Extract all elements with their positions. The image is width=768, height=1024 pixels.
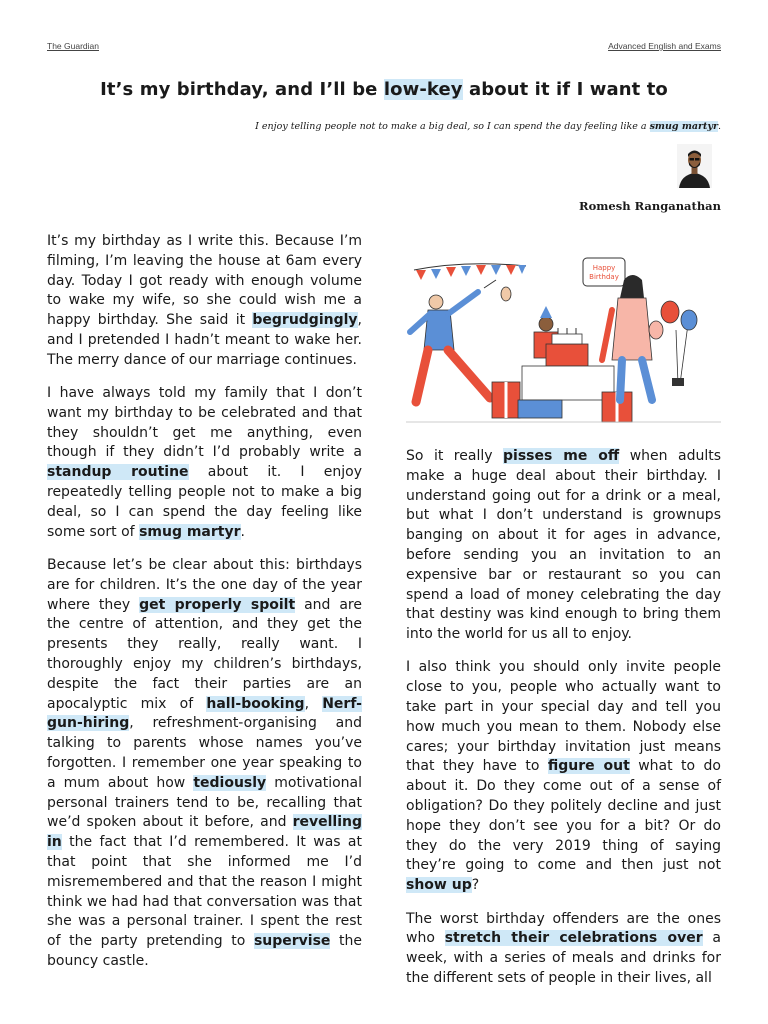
title-highlight: low-key <box>383 79 463 100</box>
paragraph <box>406 910 721 989</box>
paragraph-text: , refreshment-organising and talking to parents whose names you’ve forgotten. I remember one year speaking to a mum about how <box>47 715 362 791</box>
subtitle-text-before: I enjoy telling people not to make a big deal, so I can spend the day feeling like a <box>255 121 650 132</box>
paragraph-text: . <box>240 523 245 540</box>
vocab-highlight: Nerf-gun-hiring <box>47 695 362 732</box>
right-column <box>406 447 721 1002</box>
paragraph-text: ? <box>471 877 480 894</box>
paragraph-text: motivational personal trainers tend to be, recalling that we’d spoken about it before, and <box>47 774 362 831</box>
author-photo <box>677 144 712 188</box>
author-name: Romesh Ranganathan <box>579 199 721 213</box>
article-subtitle <box>255 121 721 132</box>
vocab-highlight: show up <box>406 877 472 894</box>
vocab-highlight: figure out <box>547 758 630 775</box>
vocab-highlight: get properly spoilt <box>139 596 296 613</box>
vocab-highlight: supervise <box>253 933 331 950</box>
paragraph <box>406 658 721 896</box>
paragraph-text: So it really <box>406 448 504 464</box>
paragraph-text: and are the centre of attention, and they get the presents they really, really want. I thoroughly enjoy my children’s birthdays, despite the fact their parties are an apocalyptic mix of <box>47 596 362 712</box>
paragraph-text: Because let’s be clear about this: birthdays are for children. It’s the one day of the year where they <box>47 556 362 613</box>
left-column <box>47 232 362 985</box>
article-title <box>0 79 768 100</box>
paragraph-text: about it. I enjoy repeatedly telling people not to make a big deal, so I can spend the day feeling like some sort of <box>47 464 363 540</box>
vocab-highlight: tediously <box>193 774 267 791</box>
paragraph <box>47 556 362 972</box>
vocab-highlight: begrudgingly <box>252 312 358 329</box>
subtitle-highlight: smug martyr <box>649 121 718 132</box>
vocab-highlight: revelling in <box>47 814 362 851</box>
guardian-link[interactable]: The Guardian <box>47 41 99 51</box>
sign-line2: Birthday <box>589 273 619 281</box>
paragraph-text: , and I pretended I hadn’t meant to wake her. The merry dance of our marriage continues. <box>47 312 362 368</box>
paragraph-text: the bouncy castle. <box>47 933 362 969</box>
paragraph-text: the fact that I’d remembered. It was at that point that she informed me I’d misremembered and that the reason I might think we had had that conversation was that she was a personal trainer. I spent the rest of the party pretending to <box>47 834 362 950</box>
paragraph-text: , <box>304 695 323 712</box>
title-text-before: It’s my birthday, and I’ll be <box>100 79 384 100</box>
vocab-highlight: pisses me off <box>503 448 620 464</box>
paragraph <box>47 384 362 542</box>
paragraph-text: The worst birthday offenders are the ones who <box>406 910 721 947</box>
paragraph <box>406 447 721 645</box>
subtitle-text-after: . <box>717 121 721 132</box>
sign-line1: Happy <box>592 264 616 272</box>
vocab-highlight: hall-booking <box>206 695 305 712</box>
vocab-highlight: standup routine <box>47 464 189 481</box>
advanced-english-link[interactable]: Advanced English and Exams <box>608 41 721 51</box>
paragraph-text: I have always told my family that I don’t want my birthday to be celebrated and that they shouldn’t get me anything, even though if they didn’t I’d probably write a <box>47 385 362 461</box>
paragraph-text: I also think you should only invite people close to you, people who actually want to take part in your special day and tell you how much you mean to them. Nobody else cares; your birthday invitation just means that they have to <box>406 659 721 775</box>
paragraph <box>47 232 362 371</box>
paragraph-text: a week, with a series of meals and drinks for the different sets of people in their lives, all <box>406 930 721 986</box>
birthday-party-illustration <box>406 250 721 430</box>
vocab-highlight: smug martyr <box>139 523 241 540</box>
paragraph-text: when adults make a huge deal about their birthday. I understand going out for a drink or a meal, but what I don’t understand is grownups banging on about it for ages in advance, before sending you an invitation to an expensive bar or restaurant so you can spend a load of money celebrating the day that destiny was kind enough to bring them into the world for us all to enjoy. <box>406 448 722 643</box>
paragraph-text: It’s my birthday as I write this. Because I’m filming, I’m leaving the house at 6am every day. Today I got ready with enough volume to wake my wife, so she could wish me a happy birthday. She said it <box>47 233 362 329</box>
title-text-after: about it if I want to <box>462 79 668 100</box>
paragraph-text: what to do about it. Do they come out of a sense of obligation? Do they politely decline and just hope they don’t see you for a bit? Or do they do the very 2019 thing of saying they’re going to come and then just not <box>406 758 721 874</box>
vocab-highlight: stretch their celebrations over <box>444 930 703 947</box>
